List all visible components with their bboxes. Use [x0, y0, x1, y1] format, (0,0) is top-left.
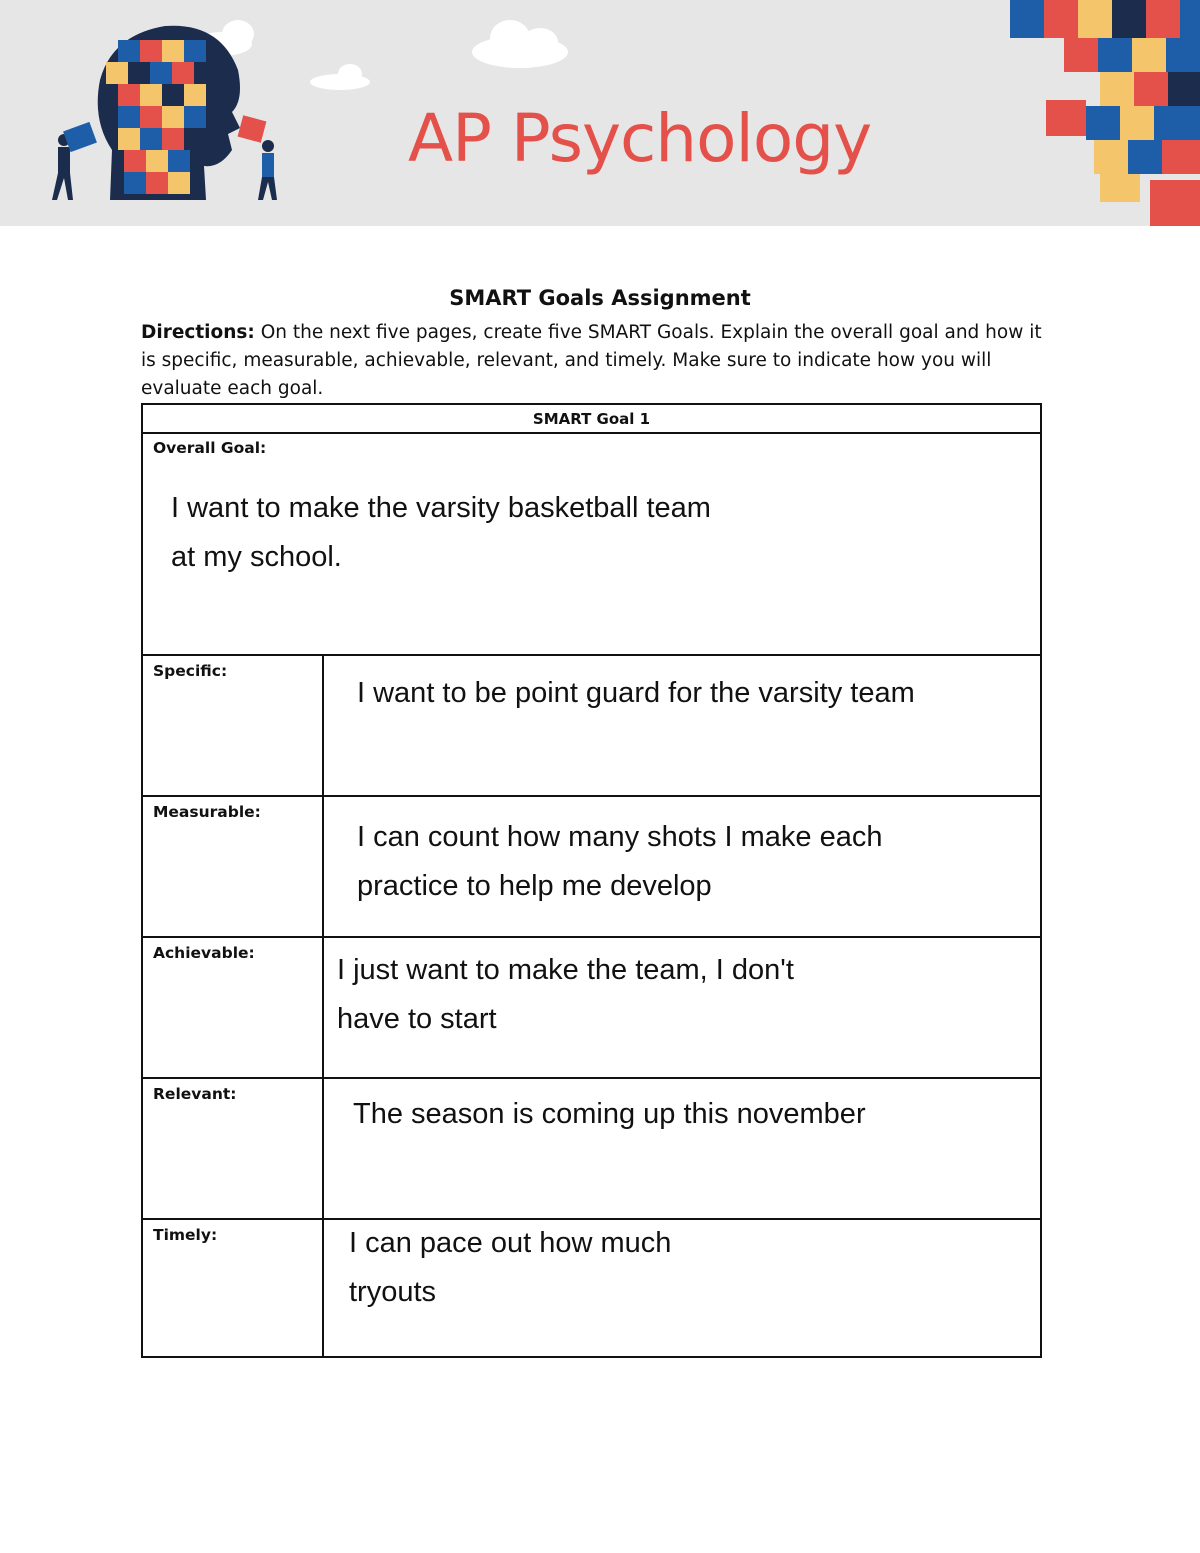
overall-goal-label: Overall Goal:: [153, 439, 267, 457]
timely-label: Timely:: [153, 1226, 218, 1244]
specific-row: [143, 654, 1040, 795]
overall-goal-answer[interactable]: I want to make the varsity basketball team at my school.: [171, 492, 711, 573]
directions-paragraph: [141, 319, 1061, 403]
relevant-label: Relevant:: [153, 1085, 237, 1103]
achievable-label: Achievable:: [153, 944, 255, 962]
achievable-answer[interactable]: I just want to make the team, I don't have to start: [337, 954, 794, 1035]
table-header: SMART Goal 1: [532, 410, 651, 428]
relevant-answer[interactable]: The season is coming up this november: [353, 1098, 866, 1130]
specific-answer[interactable]: I want to be point guard for the varsity team: [357, 677, 915, 709]
page-title: SMART Goals Assignment: [449, 286, 751, 310]
relevant-row: [143, 1077, 1040, 1218]
column-divider: [322, 797, 324, 936]
specific-label: Specific:: [153, 662, 228, 680]
header-banner: [0, 0, 1200, 226]
column-divider: [322, 1220, 324, 1356]
banner-title: AP Psychology: [408, 100, 872, 177]
measurable-answer[interactable]: I can count how many shots I make each practice to help me develop: [357, 821, 883, 902]
smart-goal-table: [141, 403, 1042, 1358]
column-divider: [322, 1079, 324, 1218]
measurable-row: [143, 795, 1040, 936]
directions-text: On the next five pages, create five SMART Goals. Explain the overall goal and how it is specific, measurable, achievable, relevant, and timely. Make sure to indicate how you will evaluate each goal.: [141, 322, 1042, 399]
achievable-row: [143, 936, 1040, 1077]
timely-answer[interactable]: I can pace out how much tryouts: [349, 1227, 672, 1308]
column-divider: [322, 656, 324, 795]
column-divider: [322, 938, 324, 1077]
directions-label: Directions:: [141, 322, 255, 343]
timely-row: [143, 1218, 1040, 1356]
overall-goal-row: [143, 432, 1040, 654]
measurable-label: Measurable:: [153, 803, 261, 821]
